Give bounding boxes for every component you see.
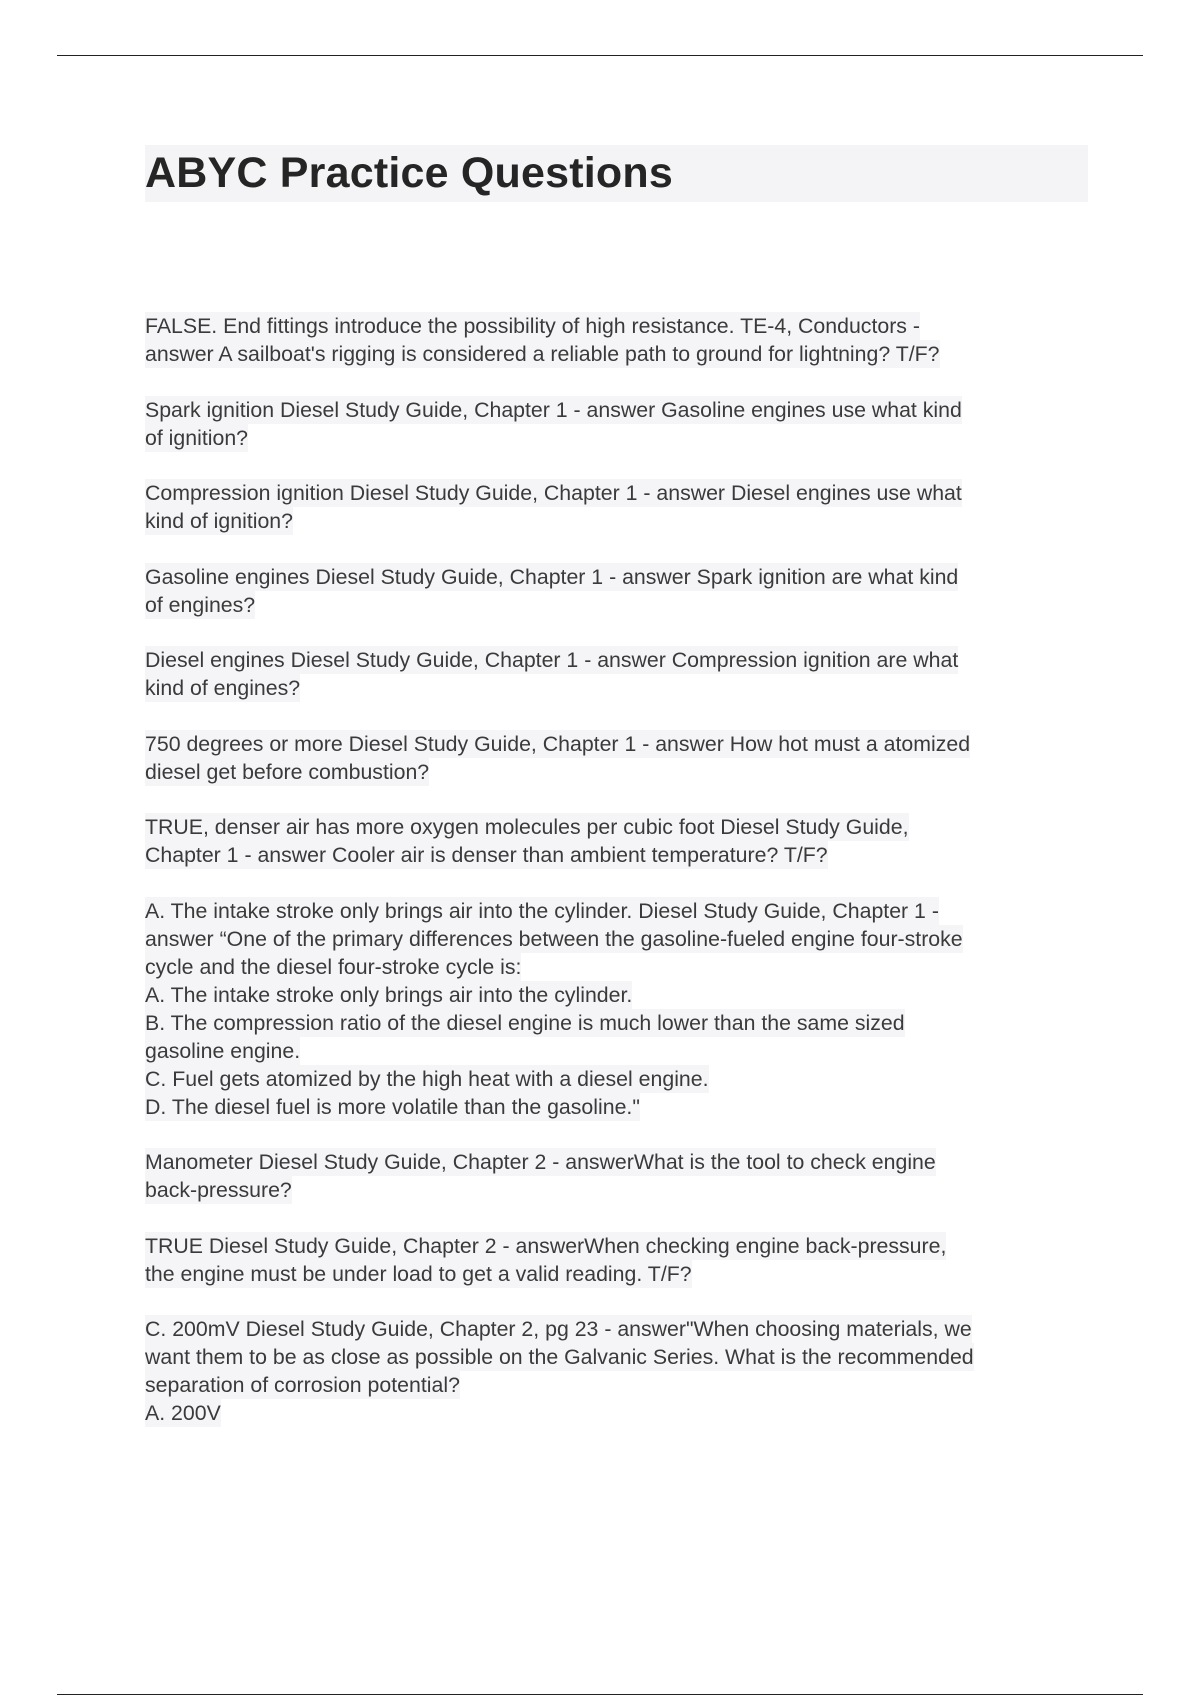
qa-line: back-pressure? (145, 1178, 292, 1202)
qa-line: TRUE Diesel Study Guide, Chapter 2 - answerWhen checking engine back-pressure, (145, 1233, 947, 1258)
qa-line: Spark ignition Diesel Study Guide, Chapter 1 - answer Gasoline engines use what kind (145, 397, 962, 422)
qa-item (145, 479, 1095, 535)
qa-line: Gasoline engines Diesel Study Guide, Chapter 1 - answer Spark ignition are what kind (145, 564, 959, 589)
qa-line: B. The compression ratio of the diesel engine is much lower than the same sized (145, 1010, 905, 1035)
qa-line: A. 200V (145, 1401, 221, 1425)
qa-item (145, 1232, 1095, 1288)
qa-line: FALSE. End fittings introduce the possibility of high resistance. TE-4, Conductors - (145, 314, 920, 338)
qa-item (145, 730, 1095, 786)
qa-item (145, 646, 1095, 702)
qa-line: separation of corrosion potential? (145, 1373, 460, 1397)
qa-line: A. The intake stroke only brings air into the cylinder. Diesel Study Guide, Chapter 1 - (145, 898, 939, 923)
qa-line: Diesel engines Diesel Study Guide, Chapter 1 - answer Compression ignition are what (145, 648, 959, 672)
qa-line: TRUE, denser air has more oxygen molecules per cubic foot Diesel Study Guide, (145, 815, 909, 839)
qa-line: kind of ignition? (145, 509, 293, 533)
qa-item (145, 897, 1095, 1121)
page-top-rule (57, 55, 1143, 56)
qa-line: 750 degrees or more Diesel Study Guide, Chapter 1 - answer How hot must a atomized (145, 731, 971, 756)
qa-line: answer A sailboat's rigging is considered a reliable path to ground for lightning? T/F? (145, 342, 940, 366)
qa-item (145, 563, 1095, 619)
qa-item (145, 1315, 1095, 1427)
page-bottom-rule (57, 1694, 1143, 1695)
qa-line: diesel get before combustion? (145, 759, 430, 784)
qa-line: Compression ignition Diesel Study Guide, Chapter 1 - answer Diesel engines use what (145, 481, 962, 505)
qa-line: of engines? (145, 592, 256, 617)
qa-line: kind of engines? (145, 676, 301, 700)
document-title: ABYC Practice Questions (145, 149, 673, 197)
qa-line: of ignition? (145, 425, 249, 450)
qa-line: cycle and the diesel four-stroke cycle is: (145, 954, 522, 979)
qa-line: C. 200mV Diesel Study Guide, Chapter 2, pg 23 - answer"When choosing materials, we (145, 1317, 972, 1341)
qa-line: D. The diesel fuel is more volatile than the gasoline." (145, 1094, 640, 1119)
qa-list (145, 312, 1095, 1455)
qa-item (145, 813, 1095, 869)
qa-item (145, 396, 1095, 452)
qa-line: Manometer Diesel Study Guide, Chapter 2 - answerWhat is the tool to check engine (145, 1150, 936, 1174)
qa-line: A. The intake stroke only brings air into the cylinder. (145, 982, 633, 1007)
qa-line: want them to be as close as possible on the Galvanic Series. What is the recommended (145, 1345, 974, 1369)
qa-line: C. Fuel gets atomized by the high heat with a diesel engine. (145, 1066, 709, 1091)
qa-item (145, 312, 1095, 368)
qa-line: gasoline engine. (145, 1038, 301, 1063)
qa-item (145, 1148, 1095, 1204)
qa-line: answer “One of the primary differences between the gasoline-fueled engine four-stroke (145, 926, 963, 951)
qa-line: Chapter 1 - answer Cooler air is denser than ambient temperature? T/F? (145, 843, 828, 867)
qa-line: the engine must be under load to get a valid reading. T/F? (145, 1261, 692, 1286)
